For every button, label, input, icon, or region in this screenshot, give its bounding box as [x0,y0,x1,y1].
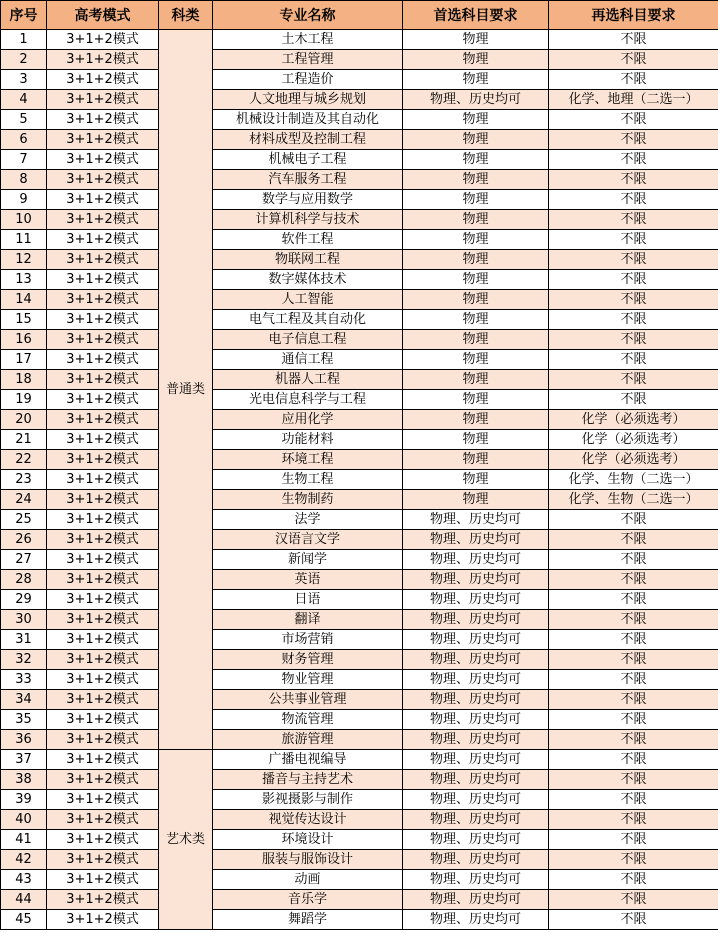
cell-index: 1 [1,30,47,50]
cell-major-name: 电子信息工程 [213,330,403,350]
cell-second-subject: 不限 [549,810,718,830]
cell-index: 35 [1,710,47,730]
cell-index: 21 [1,430,47,450]
table-row [1,570,718,590]
cell-first-subject: 物理 [403,410,549,430]
cell-major-name: 物联网工程 [213,250,403,270]
cell-exam-mode: 3+1+2模式 [47,730,159,750]
cell-exam-mode: 3+1+2模式 [47,830,159,850]
cell-second-subject: 不限 [549,590,718,610]
cell-major-name: 新闻学 [213,550,403,570]
cell-major-name: 人文地理与城乡规划 [213,90,403,110]
table-row [1,150,718,170]
cell-second-subject: 不限 [549,210,718,230]
cell-index: 34 [1,690,47,710]
cell-major-name: 光电信息科学与工程 [213,390,403,410]
cell-second-subject: 化学、地理（二选一） [549,90,718,110]
cell-category: 普通类 [159,30,213,750]
cell-index: 38 [1,770,47,790]
table-row [1,30,718,50]
cell-exam-mode: 3+1+2模式 [47,370,159,390]
cell-first-subject: 物理、历史均可 [403,90,549,110]
header-index: 序号 [1,1,47,30]
table-row [1,910,718,930]
cell-first-subject: 物理 [403,50,549,70]
cell-index: 30 [1,610,47,630]
table-row [1,330,718,350]
cell-second-subject: 不限 [549,270,718,290]
cell-second-subject: 不限 [549,770,718,790]
table-row [1,290,718,310]
cell-major-name: 功能材料 [213,430,403,450]
cell-index: 31 [1,630,47,650]
cell-exam-mode: 3+1+2模式 [47,450,159,470]
cell-second-subject: 不限 [549,190,718,210]
cell-first-subject: 物理、历史均可 [403,770,549,790]
cell-index: 19 [1,390,47,410]
cell-first-subject: 物理 [403,270,549,290]
cell-major-name: 应用化学 [213,410,403,430]
cell-major-name: 数学与应用数学 [213,190,403,210]
cell-index: 10 [1,210,47,230]
cell-index: 18 [1,370,47,390]
table-row [1,350,718,370]
cell-first-subject: 物理 [403,470,549,490]
cell-second-subject: 不限 [549,870,718,890]
cell-major-name: 机器人工程 [213,370,403,390]
cell-major-name: 计算机科学与技术 [213,210,403,230]
table-row [1,850,718,870]
cell-second-subject: 不限 [549,370,718,390]
cell-major-name: 英语 [213,570,403,590]
cell-second-subject: 化学、生物（二选一） [549,490,718,510]
cell-exam-mode: 3+1+2模式 [47,350,159,370]
cell-exam-mode: 3+1+2模式 [47,570,159,590]
cell-first-subject: 物理、历史均可 [403,670,549,690]
cell-major-name: 物业管理 [213,670,403,690]
cell-first-subject: 物理 [403,210,549,230]
cell-second-subject: 不限 [549,130,718,150]
cell-first-subject: 物理 [403,130,549,150]
table-row [1,390,718,410]
cell-major-name: 机械电子工程 [213,150,403,170]
cell-exam-mode: 3+1+2模式 [47,430,159,450]
cell-major-name: 日语 [213,590,403,610]
cell-second-subject: 不限 [549,710,718,730]
cell-first-subject: 物理、历史均可 [403,730,549,750]
cell-exam-mode: 3+1+2模式 [47,270,159,290]
header-exam-mode: 高考模式 [47,1,159,30]
cell-index: 27 [1,550,47,570]
cell-major-name: 服装与服饰设计 [213,850,403,870]
cell-index: 33 [1,670,47,690]
cell-first-subject: 物理、历史均可 [403,650,549,670]
cell-exam-mode: 3+1+2模式 [47,410,159,430]
cell-first-subject: 物理、历史均可 [403,810,549,830]
table-row [1,830,718,850]
cell-second-subject: 不限 [549,730,718,750]
table-row [1,70,718,90]
cell-second-subject: 不限 [549,850,718,870]
cell-category: 艺术类 [159,750,213,930]
cell-exam-mode: 3+1+2模式 [47,530,159,550]
cell-major-name: 视觉传达设计 [213,810,403,830]
cell-exam-mode: 3+1+2模式 [47,610,159,630]
cell-second-subject: 不限 [549,670,718,690]
cell-exam-mode: 3+1+2模式 [47,470,159,490]
cell-exam-mode: 3+1+2模式 [47,550,159,570]
cell-exam-mode: 3+1+2模式 [47,250,159,270]
cell-index: 14 [1,290,47,310]
cell-major-name: 数字媒体技术 [213,270,403,290]
cell-index: 3 [1,70,47,90]
cell-first-subject: 物理 [403,390,549,410]
cell-first-subject: 物理 [403,190,549,210]
table-row [1,510,718,530]
cell-exam-mode: 3+1+2模式 [47,210,159,230]
cell-first-subject: 物理 [403,370,549,390]
cell-exam-mode: 3+1+2模式 [47,750,159,770]
cell-first-subject: 物理 [403,330,549,350]
cell-first-subject: 物理、历史均可 [403,790,549,810]
table-row [1,410,718,430]
cell-index: 41 [1,830,47,850]
cell-major-name: 生物制药 [213,490,403,510]
cell-major-name: 汉语言文学 [213,530,403,550]
header-category: 科类 [159,1,213,30]
table-row [1,210,718,230]
cell-index: 39 [1,790,47,810]
cell-exam-mode: 3+1+2模式 [47,690,159,710]
cell-second-subject: 不限 [549,350,718,370]
cell-second-subject: 不限 [549,110,718,130]
table-row [1,130,718,150]
cell-major-name: 机械设计制造及其自动化 [213,110,403,130]
cell-second-subject: 不限 [549,910,718,930]
cell-index: 43 [1,870,47,890]
cell-index: 37 [1,750,47,770]
cell-exam-mode: 3+1+2模式 [47,170,159,190]
cell-exam-mode: 3+1+2模式 [47,710,159,730]
header-second-subject: 再选科目要求 [549,1,718,30]
cell-first-subject: 物理 [403,290,549,310]
cell-index: 13 [1,270,47,290]
cell-index: 24 [1,490,47,510]
cell-first-subject: 物理、历史均可 [403,750,549,770]
cell-major-name: 市场营销 [213,630,403,650]
cell-exam-mode: 3+1+2模式 [47,70,159,90]
cell-second-subject: 不限 [549,70,718,90]
cell-index: 25 [1,510,47,530]
cell-first-subject: 物理 [403,150,549,170]
cell-second-subject: 不限 [549,290,718,310]
cell-exam-mode: 3+1+2模式 [47,150,159,170]
cell-first-subject: 物理、历史均可 [403,850,549,870]
cell-second-subject: 化学（必须选考） [549,450,718,470]
cell-index: 4 [1,90,47,110]
cell-first-subject: 物理 [403,250,549,270]
cell-major-name: 软件工程 [213,230,403,250]
cell-major-name: 法学 [213,510,403,530]
cell-exam-mode: 3+1+2模式 [47,890,159,910]
table-row [1,790,718,810]
cell-second-subject: 不限 [549,510,718,530]
table-row [1,890,718,910]
cell-first-subject: 物理、历史均可 [403,590,549,610]
cell-exam-mode: 3+1+2模式 [47,910,159,930]
table-row [1,430,718,450]
table-row [1,190,718,210]
cell-exam-mode: 3+1+2模式 [47,30,159,50]
cell-first-subject: 物理 [403,450,549,470]
table-row [1,490,718,510]
cell-index: 5 [1,110,47,130]
cell-second-subject: 不限 [549,30,718,50]
cell-first-subject: 物理、历史均可 [403,910,549,930]
cell-major-name: 环境设计 [213,830,403,850]
cell-first-subject: 物理、历史均可 [403,710,549,730]
cell-second-subject: 不限 [549,610,718,630]
cell-first-subject: 物理 [403,230,549,250]
cell-second-subject: 不限 [549,890,718,910]
table-row [1,170,718,190]
cell-index: 12 [1,250,47,270]
cell-second-subject: 不限 [549,830,718,850]
cell-exam-mode: 3+1+2模式 [47,290,159,310]
cell-index: 23 [1,470,47,490]
cell-index: 32 [1,650,47,670]
cell-index: 17 [1,350,47,370]
cell-second-subject: 不限 [549,250,718,270]
table-row [1,810,718,830]
table-row [1,690,718,710]
cell-major-name: 工程造价 [213,70,403,90]
cell-first-subject: 物理 [403,170,549,190]
cell-exam-mode: 3+1+2模式 [47,130,159,150]
cell-exam-mode: 3+1+2模式 [47,50,159,70]
cell-exam-mode: 3+1+2模式 [47,870,159,890]
cell-major-name: 生物工程 [213,470,403,490]
cell-index: 40 [1,810,47,830]
table-row [1,530,718,550]
cell-first-subject: 物理、历史均可 [403,570,549,590]
cell-second-subject: 不限 [549,750,718,770]
cell-first-subject: 物理、历史均可 [403,630,549,650]
cell-exam-mode: 3+1+2模式 [47,790,159,810]
cell-index: 7 [1,150,47,170]
table-row [1,50,718,70]
cell-index: 6 [1,130,47,150]
cell-first-subject: 物理、历史均可 [403,610,549,630]
table-row [1,870,718,890]
cell-index: 9 [1,190,47,210]
cell-major-name: 物流管理 [213,710,403,730]
cell-second-subject: 化学（必须选考） [549,430,718,450]
cell-major-name: 汽车服务工程 [213,170,403,190]
cell-first-subject: 物理 [403,110,549,130]
cell-exam-mode: 3+1+2模式 [47,770,159,790]
cell-second-subject: 不限 [549,390,718,410]
table-row [1,750,718,770]
cell-second-subject: 化学（必须选考） [549,410,718,430]
table-row [1,370,718,390]
cell-first-subject: 物理、历史均可 [403,870,549,890]
cell-exam-mode: 3+1+2模式 [47,110,159,130]
table-row [1,590,718,610]
cell-index: 45 [1,910,47,930]
cell-major-name: 影视摄影与制作 [213,790,403,810]
cell-index: 22 [1,450,47,470]
cell-first-subject: 物理、历史均可 [403,690,549,710]
cell-exam-mode: 3+1+2模式 [47,230,159,250]
cell-first-subject: 物理、历史均可 [403,890,549,910]
cell-major-name: 翻译 [213,610,403,630]
cell-exam-mode: 3+1+2模式 [47,390,159,410]
cell-second-subject: 不限 [549,690,718,710]
table-row [1,450,718,470]
cell-second-subject: 不限 [549,630,718,650]
header-first-subject: 首选科目要求 [403,1,549,30]
table-row [1,670,718,690]
cell-second-subject: 不限 [549,650,718,670]
cell-second-subject: 不限 [549,50,718,70]
table-row [1,610,718,630]
cell-major-name: 工程管理 [213,50,403,70]
table-row [1,770,718,790]
table-row [1,250,718,270]
cell-first-subject: 物理 [403,310,549,330]
table-row [1,710,718,730]
cell-first-subject: 物理、历史均可 [403,830,549,850]
cell-first-subject: 物理 [403,490,549,510]
cell-major-name: 播音与主持艺术 [213,770,403,790]
cell-major-name: 财务管理 [213,650,403,670]
cell-index: 44 [1,890,47,910]
cell-index: 16 [1,330,47,350]
cell-major-name: 公共事业管理 [213,690,403,710]
cell-index: 2 [1,50,47,70]
cell-exam-mode: 3+1+2模式 [47,650,159,670]
cell-first-subject: 物理 [403,430,549,450]
cell-major-name: 舞蹈学 [213,910,403,930]
cell-second-subject: 不限 [549,790,718,810]
table-row [1,730,718,750]
cell-major-name: 土木工程 [213,30,403,50]
table-row [1,650,718,670]
cell-index: 29 [1,590,47,610]
cell-second-subject: 不限 [549,570,718,590]
cell-major-name: 旅游管理 [213,730,403,750]
cell-second-subject: 不限 [549,230,718,250]
cell-major-name: 音乐学 [213,890,403,910]
cell-index: 11 [1,230,47,250]
cell-index: 8 [1,170,47,190]
cell-exam-mode: 3+1+2模式 [47,630,159,650]
cell-exam-mode: 3+1+2模式 [47,810,159,830]
table-row [1,630,718,650]
cell-second-subject: 不限 [549,170,718,190]
cell-first-subject: 物理、历史均可 [403,550,549,570]
cell-second-subject: 不限 [549,150,718,170]
cell-major-name: 广播电视编导 [213,750,403,770]
table-row [1,230,718,250]
cell-first-subject: 物理 [403,70,549,90]
cell-exam-mode: 3+1+2模式 [47,310,159,330]
cell-index: 28 [1,570,47,590]
cell-index: 42 [1,850,47,870]
cell-first-subject: 物理、历史均可 [403,530,549,550]
cell-second-subject: 不限 [549,310,718,330]
cell-major-name: 环境工程 [213,450,403,470]
cell-exam-mode: 3+1+2模式 [47,330,159,350]
table-body [1,30,718,930]
cell-major-name: 动画 [213,870,403,890]
table-row [1,90,718,110]
header-major-name: 专业名称 [213,1,403,30]
cell-exam-mode: 3+1+2模式 [47,590,159,610]
cell-second-subject: 不限 [549,550,718,570]
cell-major-name: 材料成型及控制工程 [213,130,403,150]
cell-second-subject: 化学、生物（二选一） [549,470,718,490]
table-row [1,550,718,570]
table-row [1,110,718,130]
cell-exam-mode: 3+1+2模式 [47,670,159,690]
cell-exam-mode: 3+1+2模式 [47,490,159,510]
cell-first-subject: 物理 [403,30,549,50]
table-row [1,470,718,490]
cell-major-name: 通信工程 [213,350,403,370]
cell-second-subject: 不限 [549,330,718,350]
cell-major-name: 人工智能 [213,290,403,310]
cell-second-subject: 不限 [549,530,718,550]
cell-index: 26 [1,530,47,550]
cell-exam-mode: 3+1+2模式 [47,190,159,210]
cell-exam-mode: 3+1+2模式 [47,850,159,870]
cell-index: 20 [1,410,47,430]
table-row [1,270,718,290]
table-row [1,310,718,330]
header-row [1,1,718,30]
cell-exam-mode: 3+1+2模式 [47,510,159,530]
cell-index: 15 [1,310,47,330]
cell-index: 36 [1,730,47,750]
cell-first-subject: 物理、历史均可 [403,510,549,530]
cell-exam-mode: 3+1+2模式 [47,90,159,110]
cell-major-name: 电气工程及其自动化 [213,310,403,330]
cell-first-subject: 物理 [403,350,549,370]
